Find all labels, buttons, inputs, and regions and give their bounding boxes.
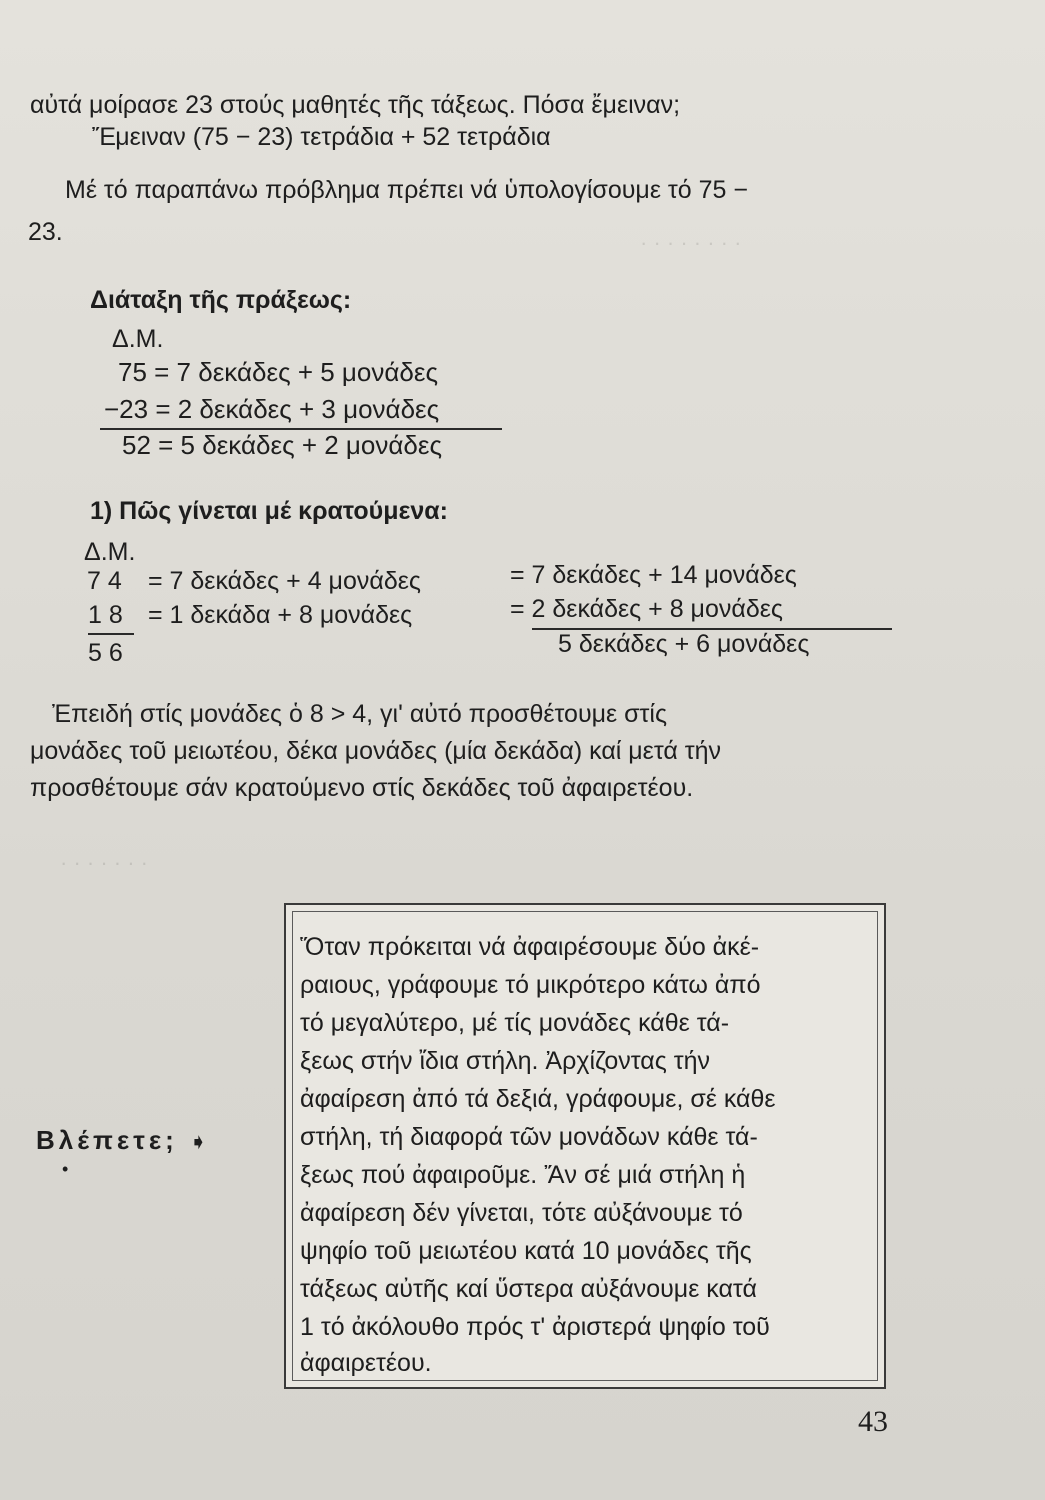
carry-row-1-expansion: = 7 δεκάδες + 4 μονάδες <box>148 567 421 595</box>
arrangement-heading: Διάταξη τῆς πράξεως: <box>90 286 352 314</box>
explanation-line-3: προσθέτουμε σάν κρατούμενο στίς δεκάδες τοῦ ἀφαιρετέου. <box>30 774 694 802</box>
arrangement-row-2: −23 = 2 δεκάδες + 3 μονάδες <box>104 394 440 424</box>
bullet-icon: • <box>62 1159 69 1179</box>
carry-row-2-expansion: = 1 δεκάδα + 8 μονάδες <box>148 601 413 629</box>
rule-line-11: 1 τό ἀκόλουθο πρός τ' ἀριστερά ψηφίο τοῦ <box>300 1313 770 1341</box>
rule-line-10: τάξεως αὐτῆς καί ὕστερα αὐξάνουμε κατά <box>300 1275 757 1303</box>
carry-header: Δ.Μ. <box>84 538 136 566</box>
carry-row-2-regrouped: = 2 δεκάδες + 8 μονάδες <box>510 595 783 623</box>
carry-row-3-number: 5 6 <box>88 639 123 667</box>
rule-box <box>284 903 886 1389</box>
carry-row-2-number: 1 8 <box>88 601 123 629</box>
carry-row-1-number: 7 4 <box>87 567 122 595</box>
rule-line-2: ραιους, γράφουμε τό μικρότερο κάτω ἀπό <box>300 971 761 999</box>
page-number: 43 <box>858 1405 888 1438</box>
rule-line-4: ξεως στήν ἴδια στήλη. Ἀρχίζοντας τήν <box>300 1047 711 1075</box>
pointing-arrow-icon: ➧ <box>189 1129 208 1154</box>
bleed-through-text: · · · · · · · · <box>640 230 742 255</box>
sum-line <box>88 633 134 635</box>
arrangement-header: Δ.Μ. <box>112 325 164 353</box>
rule-line-5: ἀφαίρεση ἀπό τά δεξιά, γράφουμε, σέ κάθε <box>300 1085 776 1113</box>
carry-row-1-regrouped: = 7 δεκάδες + 14 μονάδες <box>510 561 797 589</box>
explanation-line-1: Ἐπειδή στίς μονάδες ὁ 8 > 4, γι' αὐτό προσθέτουμε στίς <box>52 700 668 728</box>
intro-line-2: Ἔμειναν (75 − 23) τετράδια + 52 τετράδια <box>92 123 551 151</box>
intro-line-3: Μέ τό παραπάνω πρόβλημα πρέπει νά ὑπολογίσουμε τό 75 − <box>65 176 748 204</box>
rule-line-12: ἀφαιρετέου. <box>300 1349 432 1377</box>
rule-line-8: ἀφαίρεση δέν γίνεται, τότε αὐξάνουμε τό <box>300 1199 743 1227</box>
see-label-text: Βλέπετε; <box>36 1125 178 1155</box>
arrangement-row-1: 75 = 7 δεκάδες + 5 μονάδες <box>118 357 438 387</box>
intro-line-1: αὐτά μοίρασε 23 στούς μαθητές τῆς τάξεως. Πόσα ἔμειναν; <box>30 91 681 119</box>
rule-line-6: στήλη, τή διαφορά τῶν μονάδων κάθε τά- <box>300 1123 758 1151</box>
explanation-line-2: μονάδες τοῦ μειωτέου, δέκα μονάδες (μία δεκάδα) καί μετά τήν <box>30 737 722 765</box>
rule-line-9: ψηφίο τοῦ μειωτέου κατά 10 μονάδες τῆς <box>300 1237 752 1265</box>
carry-heading: 1) Πῶς γίνεται μέ κρατούμενα: <box>90 497 448 525</box>
rule-line-1: Ὅταν πρόκειται νά ἀφαιρέσουμε δύο ἀκέ- <box>300 933 760 961</box>
intro-line-4: 23. <box>28 218 63 246</box>
carry-row-3-result: 5 δεκάδες + 6 μονάδες <box>558 630 810 658</box>
rule-line-7: ξεως πού ἀφαιροῦμε. Ἄν σέ μιά στήλη ἡ <box>300 1161 746 1189</box>
see-label <box>36 1125 208 1156</box>
arrangement-row-3: 52 = 5 δεκάδες + 2 μονάδες <box>122 430 442 460</box>
bleed-through-text: · · · · · · · <box>60 850 148 875</box>
rule-line-3: τό μεγαλύτερο, μέ τίς μονάδες κάθε τά- <box>300 1009 730 1037</box>
